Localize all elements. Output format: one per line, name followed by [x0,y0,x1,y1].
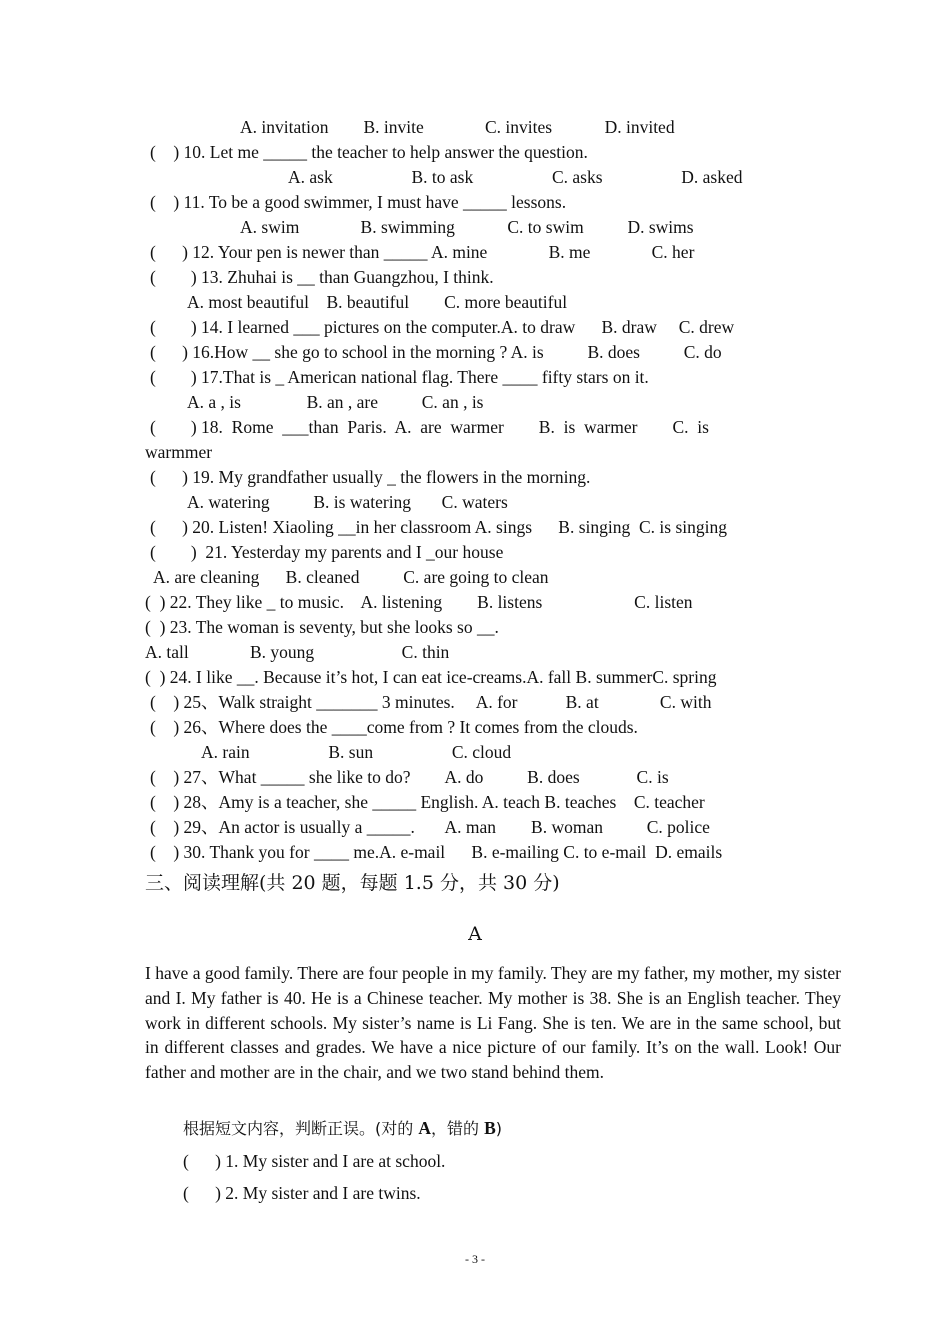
instruction-text: 根据短文内容，判断正误。(对的 [183,1119,419,1138]
reading-question-1: ( ) 1. My sister and I are at school. [183,1151,446,1171]
section-title: 三、阅读理解(共 20 题，每题 1.5 分，共 30 分) [145,872,560,894]
options-line: A. are cleaning B. cleaned C. are going to clean [153,567,549,587]
reading-question-2: ( ) 2. My sister and I are twins. [183,1183,421,1203]
question-12: ( ) 12. Your pen is newer than _____ A. mine B. me C. her [150,242,695,262]
question-11: ( ) 11. To be a good swimmer, I must have _____ lessons. [150,192,567,212]
question-14: ( ) 14. I learned ___ pictures on the computer.A. to draw B. draw C. drew [150,317,735,337]
question-13: ( ) 13. Zhuhai is __ than Guangzhou, I think. [150,267,494,287]
question-27: ( ) 27、What _____ she like to do? A. do B. does C. is [150,767,669,787]
options-line: A. swim B. swimming C. to swim D. swims [240,217,694,237]
question-21: ( ) 21. Yesterday my parents and I _our house [150,542,504,562]
instruction-mid: ，错的 [430,1119,485,1138]
instruction [183,1117,502,1140]
question-19: ( ) 19. My grandfather usually _ the flowers in the morning. [150,467,591,487]
options-line: A. rain B. sun C. cloud [201,742,512,762]
question-10: ( ) 10. Let me _____ the teacher to help answer the question. [150,142,588,162]
question-30: ( ) 30. Thank you for ____ me.A. e-mail B. e-mailing C. to e-mail D. emails [150,842,723,862]
options-line: A. ask B. to ask C. asks D. asked [288,167,743,187]
instruction-b: B [484,1118,496,1138]
question-29: ( ) 29、An actor is usually a _____. A. man B. woman C. police [150,817,710,837]
question-28: ( ) 28、Amy is a teacher, she _____ English. A. teach B. teaches C. teacher [150,792,705,812]
options-line: warmmer [145,442,213,462]
question-22: ( ) 22. They like _ to music. A. listening B. listens C. listen [145,592,693,612]
question-26: ( ) 26、Where does the ____come from ? It comes from the clouds. [150,717,638,737]
question-23: ( ) 23. The woman is seventy, but she looks so __. [145,617,499,637]
passage-text: I have a good family. There are four people in my family. They are my father, my mother, my sister and I. My father is 40. He is a Chinese teacher. My mother is 38. She is an English teacher. They work in different schools. My sister’s name is Li Fang. She is ten. We are in the same school, but in different classes and grades. We have a nice picture of our family. It’s on the wall. Look! Our father and mother are in the chair, and we two stand behind them. [145,963,841,1083]
options-line: A. a , is B. an , are C. an , is [187,392,484,412]
options-line: A. watering B. is watering C. waters [187,492,508,512]
instruction-a: A [418,1118,431,1138]
instruction-end: ) [495,1119,503,1138]
passage-label: A [468,923,482,945]
page-number: - 3 - [465,1252,485,1266]
options-line: A. tall B. young C. thin [145,642,450,662]
question-17: ( ) 17.That is _ American national flag. There ____ fifty stars on it. [150,367,649,387]
question-16: ( ) 16.How __ she go to school in the morning ? A. is B. does C. do [150,342,722,362]
question-20: ( ) 20. Listen! Xiaoling __in her classroom A. sings B. singing C. is singing [150,517,727,537]
question-24: ( ) 24. I like __. Because it’s hot, I can eat ice-creams.A. fall B. summerC. spring [145,667,717,687]
options-line: A. invitation B. invite C. invites D. invited [240,117,675,137]
question-25: ( ) 25、Walk straight _______ 3 minutes. A. for B. at C. with [150,692,712,712]
options-line: A. most beautiful B. beautiful C. more beautiful [187,292,568,312]
question-18: ( ) 18. Rome ___than Paris. A. are warmer B. is warmer C. is [150,417,709,437]
